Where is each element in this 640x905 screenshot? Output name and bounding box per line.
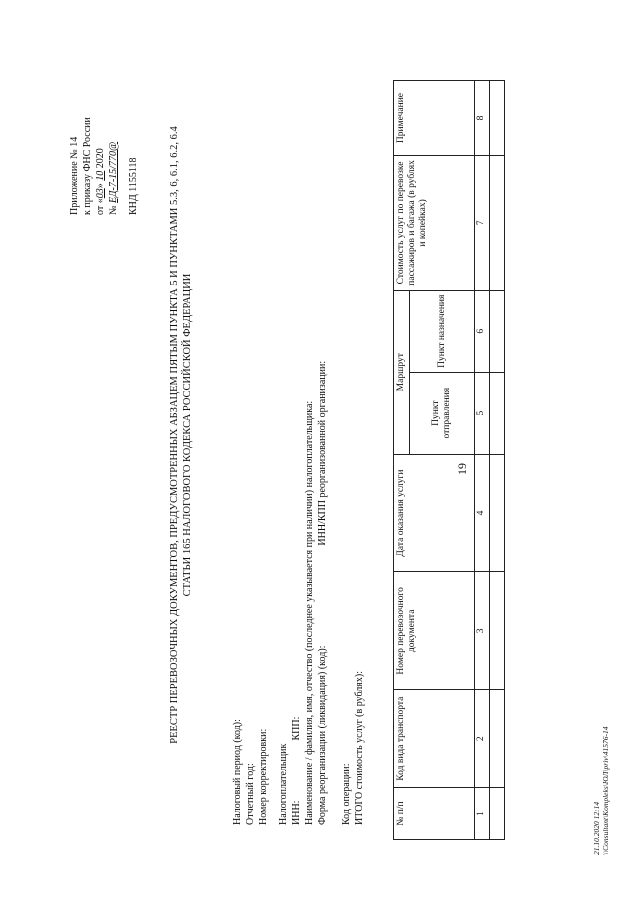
date-mid: » [95, 183, 106, 189]
table-cell [490, 81, 505, 156]
footer-stamp [592, 727, 610, 855]
header-departure: Пункт отправления [410, 372, 475, 454]
column-number: 2 [475, 690, 490, 788]
tax-period-label: Налоговый период (код): [232, 719, 243, 825]
taxpayer-label: Налогоплательщик [278, 743, 290, 825]
column-number: 3 [475, 572, 490, 690]
column-number: 6 [475, 290, 490, 372]
date-month: 10 [95, 170, 106, 181]
reorg-form-label: Форма реорганизации (ликвидация) (код): [316, 645, 328, 825]
header-destination: Пункт назначения [410, 290, 475, 372]
table-cell [490, 454, 505, 572]
table-cell [490, 690, 505, 788]
table-cell [490, 290, 505, 372]
column-number: 8 [475, 81, 490, 156]
number-prefix: № [108, 205, 119, 215]
knd-code: КНД 1155118 [128, 157, 139, 215]
taxpayer-name-label: Наименование / фамилия, имя, отчество (последнее указывается при наличии) налогоплательщика: [303, 400, 315, 825]
header-service-cost: Стоимость услуг по перевозке пассажиров и багажа (в рублях и копейках) [394, 156, 475, 291]
appendix-line2: к приказу ФНС России [82, 117, 93, 215]
column-number: 1 [475, 788, 490, 840]
reorg-line [317, 361, 330, 825]
page-number: 19 [455, 463, 469, 475]
appendix-date [94, 117, 107, 215]
date-day: 03 [95, 188, 106, 199]
footer-timestamp: 21.10.2020 12:14 [592, 801, 601, 855]
registry-table [393, 80, 505, 840]
appendix-block [68, 117, 120, 215]
appendix-number [107, 117, 120, 215]
date-prefix: от « [95, 198, 106, 215]
column-number: 5 [475, 372, 490, 454]
inn-label: ИНН: [291, 800, 303, 825]
table-cell [490, 372, 505, 454]
column-number: 7 [475, 156, 490, 291]
header-number: № п/п [394, 788, 475, 840]
table-cell [490, 156, 505, 291]
table-cell [490, 572, 505, 690]
reorg-inn-label: ИНН/КПП реорганизованной организации: [316, 360, 328, 546]
appendix-line1: Приложение № 14 [69, 136, 80, 215]
date-year: 2020 [95, 148, 106, 169]
correction-number-label: Номер корректировки: [257, 728, 269, 825]
taxpayer-fields [232, 361, 330, 825]
order-number: ЕД-7-15/770@ [108, 141, 119, 203]
footer-path: \\Consultant\Kompleks\ЮЛ\priv\41576-14 [601, 726, 610, 855]
header-transport-code: Код вида транспорта [394, 690, 475, 788]
table-header-row [394, 81, 410, 840]
inn-kpp-line [291, 361, 304, 825]
header-route: Маршрут [394, 290, 410, 454]
document-title: РЕЕСТР ПЕРЕВОЗОЧНЫХ ДОКУМЕНТОВ, ПРЕДУСМОТРЕННЫХ АБЗАЦЕМ ПЯТЫМ ПУНКТА 5 И ПУНКТАМИ 5.3, 6, 6.1, 6.2, 6.4 СТАТЬИ 165 НАЛОГОВОГО КОДЕКСА РОССИЙСКОЙ ФЕДЕРАЦИИ [169, 126, 193, 744]
header-note: Примечание [394, 81, 475, 156]
operation-fields [341, 671, 367, 825]
column-number-row [475, 81, 490, 840]
column-number: 4 [475, 454, 490, 572]
header-service-date: Дата оказания услуги [394, 454, 475, 572]
table-row [490, 81, 505, 840]
operation-code-label: Код операции: [341, 763, 352, 825]
table-cell [490, 788, 505, 840]
kpp-label: КПП: [291, 716, 303, 741]
report-year-label: Отчетный год: [244, 763, 256, 825]
total-cost-label: ИТОГО стоимость услуг (в рублях): [353, 670, 365, 825]
header-document-number: Номер перевозочного документа [394, 572, 475, 690]
